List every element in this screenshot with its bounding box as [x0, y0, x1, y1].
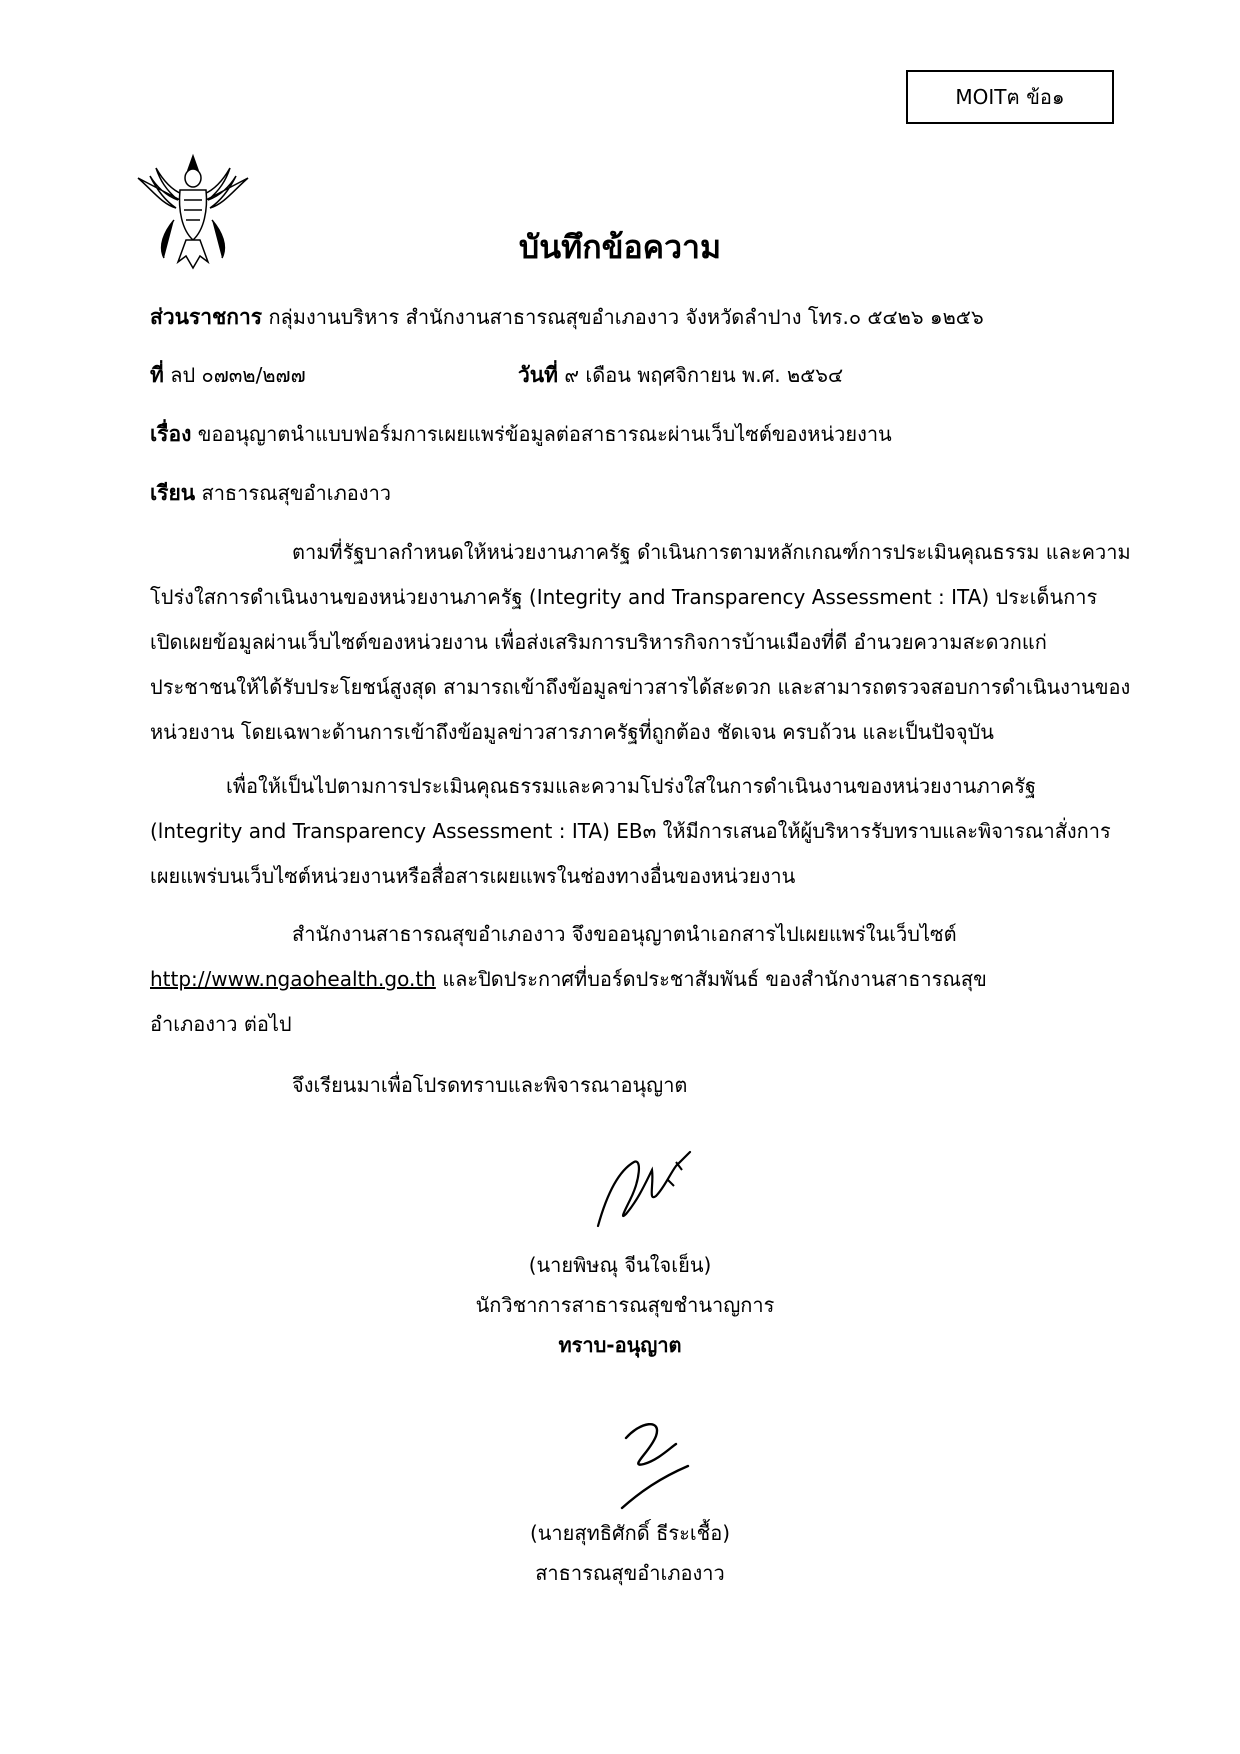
body-paragraph-1	[150, 530, 1152, 755]
recipient-value: สาธารณสุขอำเภองาว	[201, 481, 392, 505]
recipient-row	[150, 478, 391, 508]
paragraph-line: เพื่อให้เป็นไปตามการประเมินคุณธรรมและความโปร่งใสในการดำเนินงานของหน่วยงานภาครัฐ	[226, 774, 1037, 798]
paragraph-line-rest: และปิดประกาศที่บอร์ดประชาสัมพันธ์ ของสำนักงานสาธารณสุข	[435, 967, 987, 991]
paragraph-line: โปร่งใสการดำเนินงานของหน่วยงานภาครัฐ (Integrity and Transparency Assessment : ITA) ประเด็นการ	[150, 585, 1098, 609]
ref-number-row	[150, 360, 306, 390]
signature-2-icon	[600, 1408, 700, 1518]
paragraph-line: (lntegrity and Transparency Assessment : ITA) EB๓ ให้มีการเสนอให้ผู้บริหารรับทราบและพิจารณาสั่งการ	[150, 819, 1111, 843]
approval-note: ทราบ-อนุญาต	[558, 1333, 682, 1357]
paragraph-line: เผยแพร่บนเว็บไซต์หน่วยงานหรือสื่อสารเผยแพรในช่องทางอื่นของหน่วยงาน	[150, 864, 796, 888]
paragraph-line: ประชาชนให้ได้รับประโยชน์สูงสุด สามารถเข้าถึงข้อมูลข่าวสารได้สะดวก และสามารถตรวจสอบการดำเนินงานของ	[150, 675, 1131, 699]
paragraph-line: สำนักงานสาธารณสุขอำเภองาว จึงขออนุญาตนำเอกสารไปเผยแพร่ในเว็บไซต์	[292, 922, 957, 946]
paragraph-line: ตามที่รัฐบาลกำหนดให้หน่วยงานภาครัฐ ดำเนินการตามหลักเกณฑ์การประเมินคุณธรรม และความ	[292, 540, 1131, 564]
reference-code-box	[906, 70, 1114, 124]
signer-2-name: (นายสุทธิศักดิ์ ธีระเชื้อ)	[529, 1521, 731, 1545]
paragraph-line: อำเภองาว ต่อไป	[150, 1012, 292, 1036]
document-title: บันทึกข้อความ	[518, 228, 722, 266]
body-paragraph-2	[150, 764, 1152, 899]
ref-number-value: ลป ๐๗๓๒/๒๗๗	[170, 363, 306, 387]
subject-label: เรื่อง	[150, 422, 192, 446]
body-paragraph-3	[150, 912, 1152, 1047]
signer-1-position: นักวิชาการสาธารณสุขชำนาญการ	[475, 1293, 775, 1317]
paragraph-line: หน่วยงาน โดยเฉพาะด้านการเข้าถึงข้อมูลข่าวสารภาครัฐที่ถูกต้อง ชัดเจน ครบถ้วน และเป็นปัจจุบัน	[150, 720, 994, 744]
closing-line: จึงเรียนมาเพื่อโปรดทราบและพิจารณาอนุญาต	[292, 1073, 688, 1097]
subject-value: ขออนุญาตนำแบบฟอร์มการเผยแพร่ข้อมูลต่อสาธารณะผ่านเว็บไซต์ของหน่วยงาน	[197, 422, 892, 446]
subject-row	[150, 419, 892, 449]
date-value: ๙ เดือน พฤศจิกายน พ.ศ. ๒๕๖๔	[564, 363, 844, 387]
signer-1-name: (นายพิษณุ จีนใจเย็น)	[528, 1253, 712, 1277]
agency-label: ส่วนราชการ	[150, 305, 263, 329]
date-row	[518, 360, 843, 390]
paragraph-line: เปิดเผยข้อมูลผ่านเว็บไซต์ของหน่วยงาน เพื่อส่งเสริมการบริหารกิจการบ้านเมืองที่ดี อำนวยความสะดวกแก่	[150, 630, 1047, 654]
date-label: วันที่	[518, 363, 558, 387]
reference-code: MOITฅ ข้อ๑	[955, 85, 1065, 109]
signature-1-icon	[590, 1140, 700, 1240]
ref-number-label: ที่	[150, 363, 164, 387]
paragraph-line	[150, 957, 1152, 1002]
signer-2-position: สาธารณสุขอำเภองาว	[535, 1561, 725, 1585]
agency-row	[150, 302, 984, 332]
agency-value: กลุ่มงานบริหาร สำนักงานสาธารณสุขอำเภองาว จังหวัดลำปาง โทร.๐ ๕๔๒๖ ๑๒๕๖	[268, 305, 984, 329]
recipient-label: เรียน	[150, 481, 196, 505]
website-link[interactable]: http://www.ngaohealth.go.th	[150, 967, 436, 991]
